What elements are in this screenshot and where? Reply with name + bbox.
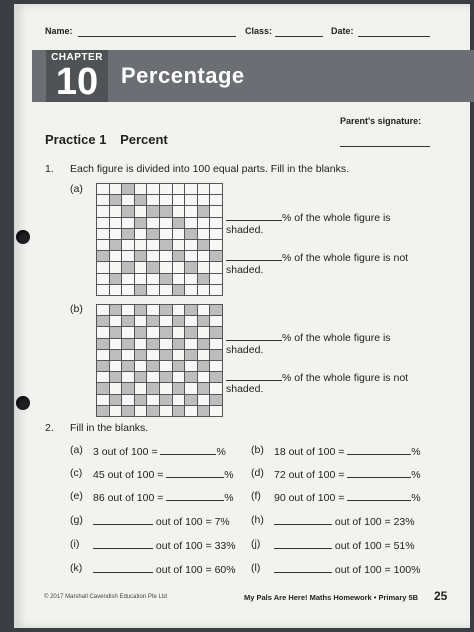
unshaded-square bbox=[160, 383, 172, 393]
unshaded-square bbox=[97, 218, 109, 228]
shaded-square bbox=[198, 274, 210, 284]
unshaded-square bbox=[198, 229, 210, 239]
name-field[interactable] bbox=[78, 36, 236, 37]
answer-blank[interactable] bbox=[274, 514, 332, 525]
shaded-square bbox=[185, 350, 197, 360]
q2-item-text: out of 100 = 51% bbox=[334, 540, 415, 552]
q2-item bbox=[274, 467, 421, 481]
q1a-shaded-blank[interactable] bbox=[226, 210, 282, 221]
q1-number: 1. bbox=[45, 163, 54, 175]
hundred-grid-b bbox=[96, 304, 223, 417]
shaded-square bbox=[147, 339, 159, 349]
percent-sign: % bbox=[224, 469, 234, 481]
q2-item-label: (f) bbox=[251, 490, 261, 502]
answer-blank[interactable] bbox=[166, 490, 224, 501]
q2-item bbox=[274, 444, 421, 458]
percent-sign: % bbox=[411, 469, 421, 481]
shaded-square bbox=[135, 372, 147, 382]
q1a-not-line2: shaded. bbox=[226, 264, 264, 276]
unshaded-square bbox=[210, 206, 222, 216]
q2-item bbox=[93, 562, 236, 576]
shaded-square bbox=[198, 339, 210, 349]
date-field[interactable] bbox=[358, 36, 430, 37]
shaded-square bbox=[97, 316, 109, 326]
shaded-square bbox=[147, 206, 159, 216]
unshaded-square bbox=[160, 361, 172, 371]
q2-item-label: (b) bbox=[251, 444, 264, 456]
unshaded-square bbox=[198, 251, 210, 261]
shaded-square bbox=[198, 206, 210, 216]
q2-item-text: 72 out of 100 = bbox=[274, 469, 345, 481]
unshaded-square bbox=[97, 350, 109, 360]
unshaded-square bbox=[160, 195, 172, 205]
answer-blank[interactable] bbox=[166, 467, 224, 478]
unshaded-square bbox=[135, 316, 147, 326]
class-field[interactable] bbox=[275, 36, 323, 37]
unshaded-square bbox=[147, 327, 159, 337]
unshaded-square bbox=[160, 406, 172, 416]
q2-item-label: (g) bbox=[70, 514, 83, 526]
unshaded-square bbox=[135, 229, 147, 239]
shaded-square bbox=[160, 240, 172, 250]
q1b-not-blank[interactable] bbox=[226, 370, 282, 381]
shaded-square bbox=[122, 206, 134, 216]
shaded-square bbox=[122, 339, 134, 349]
unshaded-square bbox=[110, 285, 122, 295]
unshaded-square bbox=[135, 184, 147, 194]
unshaded-square bbox=[97, 262, 109, 272]
shaded-square bbox=[198, 240, 210, 250]
unshaded-square bbox=[147, 372, 159, 382]
unshaded-square bbox=[97, 206, 109, 216]
shaded-square bbox=[97, 406, 109, 416]
binder-hole bbox=[16, 396, 30, 410]
unshaded-square bbox=[147, 251, 159, 261]
shaded-square bbox=[210, 327, 222, 337]
answer-blank[interactable] bbox=[160, 444, 216, 455]
unshaded-square bbox=[160, 184, 172, 194]
answer-blank[interactable] bbox=[93, 538, 153, 549]
binder-hole bbox=[16, 230, 30, 244]
unshaded-square bbox=[185, 240, 197, 250]
shaded-square bbox=[122, 406, 134, 416]
unshaded-square bbox=[135, 361, 147, 371]
q2-item-text: out of 100 = 33% bbox=[155, 540, 236, 552]
practice-topic: Percent bbox=[120, 132, 168, 147]
shaded-square bbox=[160, 327, 172, 337]
name-label: Name: bbox=[45, 26, 73, 36]
unshaded-square bbox=[110, 316, 122, 326]
q2-item-text: 45 out of 100 = bbox=[93, 469, 164, 481]
shaded-square bbox=[135, 195, 147, 205]
date-label: Date: bbox=[331, 26, 354, 36]
practice-heading bbox=[45, 132, 168, 147]
unshaded-square bbox=[147, 350, 159, 360]
unshaded-square bbox=[110, 229, 122, 239]
shaded-square bbox=[173, 406, 185, 416]
q1-instruction: Each figure is divided into 100 equal parts. Fill in the blanks. bbox=[70, 163, 349, 175]
unshaded-square bbox=[147, 274, 159, 284]
unshaded-square bbox=[97, 285, 109, 295]
unshaded-square bbox=[110, 218, 122, 228]
unshaded-square bbox=[97, 274, 109, 284]
q2-item bbox=[93, 444, 226, 458]
shaded-square bbox=[198, 316, 210, 326]
unshaded-square bbox=[198, 285, 210, 295]
unshaded-square bbox=[210, 184, 222, 194]
q2-item-text: 90 out of 100 = bbox=[274, 492, 345, 504]
unshaded-square bbox=[210, 229, 222, 239]
q1a-shaded-line2: shaded. bbox=[226, 224, 264, 236]
q2-item-label: (e) bbox=[70, 490, 83, 502]
shaded-square bbox=[110, 350, 122, 360]
unshaded-square bbox=[110, 339, 122, 349]
unshaded-square bbox=[185, 316, 197, 326]
shaded-square bbox=[110, 372, 122, 382]
shaded-square bbox=[185, 395, 197, 405]
parent-signature-label: Parent's signature: bbox=[340, 116, 422, 126]
unshaded-square bbox=[160, 316, 172, 326]
q2-item-text: out of 100 = 23% bbox=[334, 516, 415, 528]
shaded-square bbox=[110, 195, 122, 205]
unshaded-square bbox=[135, 383, 147, 393]
unshaded-square bbox=[147, 240, 159, 250]
q2-item bbox=[93, 538, 236, 552]
unshaded-square bbox=[185, 251, 197, 261]
unshaded-square bbox=[198, 184, 210, 194]
q2-item bbox=[93, 490, 234, 504]
shaded-square bbox=[173, 361, 185, 371]
chapter-number: 10 bbox=[55, 61, 99, 103]
unshaded-square bbox=[122, 240, 134, 250]
q1b-not-line2: shaded. bbox=[226, 383, 264, 395]
unshaded-square bbox=[97, 395, 109, 405]
shaded-square bbox=[160, 350, 172, 360]
unshaded-square bbox=[122, 395, 134, 405]
unshaded-square bbox=[147, 285, 159, 295]
parent-signature-field[interactable] bbox=[340, 146, 430, 147]
page-number: 25 bbox=[434, 589, 448, 603]
shaded-square bbox=[97, 251, 109, 261]
unshaded-square bbox=[210, 383, 222, 393]
unshaded-square bbox=[122, 285, 134, 295]
shaded-square bbox=[147, 316, 159, 326]
unshaded-square bbox=[210, 316, 222, 326]
q2-item-label: (l) bbox=[251, 562, 261, 574]
unshaded-square bbox=[185, 285, 197, 295]
unshaded-square bbox=[198, 395, 210, 405]
shaded-square bbox=[160, 305, 172, 315]
answer-blank[interactable] bbox=[93, 562, 153, 573]
unshaded-square bbox=[210, 240, 222, 250]
percent-sign: % bbox=[411, 492, 421, 504]
q1a-label: (a) bbox=[70, 183, 83, 195]
shaded-square bbox=[135, 251, 147, 261]
unshaded-square bbox=[160, 218, 172, 228]
shaded-square bbox=[135, 395, 147, 405]
q1b-shaded-line2: shaded. bbox=[226, 344, 264, 356]
unshaded-square bbox=[110, 206, 122, 216]
shaded-square bbox=[110, 305, 122, 315]
unshaded-square bbox=[173, 395, 185, 405]
q2-item bbox=[274, 562, 420, 576]
shaded-square bbox=[147, 262, 159, 272]
unshaded-square bbox=[185, 184, 197, 194]
q2-item-text: 3 out of 100 = bbox=[93, 446, 158, 458]
q2-item bbox=[93, 514, 230, 528]
q2-item-label: (i) bbox=[70, 538, 80, 550]
unshaded-square bbox=[160, 229, 172, 239]
unshaded-square bbox=[185, 383, 197, 393]
shaded-square bbox=[147, 361, 159, 371]
unshaded-square bbox=[147, 395, 159, 405]
practice-label: Practice 1 bbox=[45, 132, 107, 147]
percent-sign: % bbox=[224, 492, 234, 504]
shaded-square bbox=[198, 361, 210, 371]
q2-item bbox=[93, 467, 234, 481]
shaded-square bbox=[185, 372, 197, 382]
shaded-square bbox=[210, 350, 222, 360]
shaded-square bbox=[160, 372, 172, 382]
percent-sign: % bbox=[411, 446, 421, 458]
q1a-not-text: % of the whole figure is not bbox=[282, 252, 409, 264]
shaded-square bbox=[160, 274, 172, 284]
unshaded-square bbox=[147, 184, 159, 194]
shaded-square bbox=[122, 262, 134, 272]
q1b-not-sentence bbox=[226, 370, 408, 384]
unshaded-square bbox=[173, 262, 185, 272]
unshaded-square bbox=[185, 218, 197, 228]
answer-blank[interactable] bbox=[274, 562, 332, 573]
shaded-square bbox=[198, 383, 210, 393]
unshaded-square bbox=[160, 251, 172, 261]
unshaded-square bbox=[173, 274, 185, 284]
unshaded-square bbox=[185, 339, 197, 349]
unshaded-square bbox=[210, 195, 222, 205]
q2-item-text: 18 out of 100 = bbox=[274, 446, 345, 458]
q2-item-text: out of 100 = 7% bbox=[155, 516, 230, 528]
unshaded-square bbox=[122, 350, 134, 360]
shaded-square bbox=[122, 361, 134, 371]
unshaded-square bbox=[160, 339, 172, 349]
shaded-square bbox=[173, 251, 185, 261]
shaded-square bbox=[122, 184, 134, 194]
unshaded-square bbox=[135, 262, 147, 272]
shaded-square bbox=[135, 305, 147, 315]
unshaded-square bbox=[122, 195, 134, 205]
shaded-square bbox=[135, 350, 147, 360]
unshaded-square bbox=[185, 195, 197, 205]
q2-item-label: (c) bbox=[70, 467, 83, 479]
unshaded-square bbox=[135, 339, 147, 349]
unshaded-square bbox=[160, 285, 172, 295]
shaded-square bbox=[147, 229, 159, 239]
unshaded-square bbox=[110, 184, 122, 194]
chapter-title: Percentage bbox=[121, 63, 245, 88]
q2-item-label: (h) bbox=[251, 514, 264, 526]
q2-instruction: Fill in the blanks. bbox=[70, 422, 149, 434]
q1b-shaded-sentence bbox=[226, 330, 391, 344]
shaded-square bbox=[110, 240, 122, 250]
shaded-square bbox=[173, 339, 185, 349]
unshaded-square bbox=[122, 251, 134, 261]
shaded-square bbox=[160, 206, 172, 216]
unshaded-square bbox=[210, 361, 222, 371]
shaded-square bbox=[110, 274, 122, 284]
answer-blank[interactable] bbox=[274, 538, 332, 549]
unshaded-square bbox=[185, 206, 197, 216]
shaded-square bbox=[210, 372, 222, 382]
unshaded-square bbox=[122, 274, 134, 284]
unshaded-square bbox=[135, 206, 147, 216]
shaded-square bbox=[185, 327, 197, 337]
q1a-shaded-text: % of the whole figure is bbox=[282, 212, 391, 224]
book-title: My Pals Are Here! Maths Homework • Primary 5B bbox=[244, 593, 419, 602]
unshaded-square bbox=[210, 339, 222, 349]
unshaded-square bbox=[122, 305, 134, 315]
shaded-square bbox=[198, 406, 210, 416]
unshaded-square bbox=[185, 406, 197, 416]
unshaded-square bbox=[110, 262, 122, 272]
q2-item-text: out of 100 = 100% bbox=[334, 564, 421, 576]
shaded-square bbox=[97, 383, 109, 393]
q2-number: 2. bbox=[45, 422, 54, 434]
shaded-square bbox=[210, 305, 222, 315]
shaded-square bbox=[135, 285, 147, 295]
q2-item-label: (a) bbox=[70, 444, 83, 456]
unshaded-square bbox=[198, 262, 210, 272]
unshaded-square bbox=[173, 327, 185, 337]
shaded-square bbox=[147, 383, 159, 393]
unshaded-square bbox=[135, 274, 147, 284]
shaded-square bbox=[160, 395, 172, 405]
q2-item-text: 86 out of 100 = bbox=[93, 492, 164, 504]
q2-item bbox=[274, 490, 421, 504]
unshaded-square bbox=[135, 406, 147, 416]
unshaded-square bbox=[110, 406, 122, 416]
shaded-square bbox=[173, 285, 185, 295]
copyright-text: © 2017 Marshall Cavendish Education Pte Ltd bbox=[44, 594, 167, 600]
shaded-square bbox=[122, 383, 134, 393]
unshaded-square bbox=[147, 305, 159, 315]
q1b-not-text: % of the whole figure is not bbox=[282, 372, 409, 384]
unshaded-square bbox=[173, 350, 185, 360]
q1b-label: (b) bbox=[70, 303, 83, 315]
unshaded-square bbox=[173, 240, 185, 250]
shaded-square bbox=[147, 406, 159, 416]
unshaded-square bbox=[198, 305, 210, 315]
percent-sign: % bbox=[216, 446, 226, 458]
hundred-grid-a bbox=[96, 183, 223, 296]
shaded-square bbox=[110, 395, 122, 405]
answer-blank[interactable] bbox=[347, 467, 411, 478]
unshaded-square bbox=[97, 229, 109, 239]
shaded-square bbox=[122, 229, 134, 239]
unshaded-square bbox=[210, 274, 222, 284]
unshaded-square bbox=[147, 218, 159, 228]
unshaded-square bbox=[185, 274, 197, 284]
answer-blank[interactable] bbox=[347, 490, 411, 501]
q1b-shaded-text: % of the whole figure is bbox=[282, 332, 391, 344]
unshaded-square bbox=[110, 383, 122, 393]
unshaded-square bbox=[173, 229, 185, 239]
shaded-square bbox=[185, 229, 197, 239]
shaded-square bbox=[210, 251, 222, 261]
unshaded-square bbox=[198, 327, 210, 337]
shaded-square bbox=[135, 327, 147, 337]
shaded-square bbox=[97, 361, 109, 371]
q1a-not-blank[interactable] bbox=[226, 250, 282, 261]
q1a-not-sentence bbox=[226, 250, 408, 264]
q2-item-label: (d) bbox=[251, 467, 264, 479]
shaded-square bbox=[185, 262, 197, 272]
unshaded-square bbox=[122, 327, 134, 337]
shaded-square bbox=[135, 218, 147, 228]
shaded-square bbox=[173, 383, 185, 393]
unshaded-square bbox=[160, 262, 172, 272]
unshaded-square bbox=[97, 372, 109, 382]
unshaded-square bbox=[147, 195, 159, 205]
unshaded-square bbox=[135, 240, 147, 250]
q1a-shaded-sentence bbox=[226, 210, 391, 224]
shaded-square bbox=[97, 339, 109, 349]
unshaded-square bbox=[97, 184, 109, 194]
unshaded-square bbox=[198, 350, 210, 360]
unshaded-square bbox=[185, 361, 197, 371]
unshaded-square bbox=[110, 251, 122, 261]
unshaded-square bbox=[122, 372, 134, 382]
unshaded-square bbox=[110, 361, 122, 371]
shaded-square bbox=[122, 316, 134, 326]
unshaded-square bbox=[210, 218, 222, 228]
q2-item bbox=[274, 538, 415, 552]
unshaded-square bbox=[198, 218, 210, 228]
q2-item-label: (k) bbox=[70, 562, 83, 574]
unshaded-square bbox=[97, 305, 109, 315]
shaded-square bbox=[185, 305, 197, 315]
answer-blank[interactable] bbox=[347, 444, 411, 455]
unshaded-square bbox=[97, 327, 109, 337]
unshaded-square bbox=[173, 206, 185, 216]
unshaded-square bbox=[210, 285, 222, 295]
unshaded-square bbox=[173, 184, 185, 194]
unshaded-square bbox=[173, 305, 185, 315]
unshaded-square bbox=[173, 195, 185, 205]
shaded-square bbox=[110, 327, 122, 337]
q2-item-label: (j) bbox=[251, 538, 261, 550]
unshaded-square bbox=[122, 218, 134, 228]
shaded-square bbox=[173, 316, 185, 326]
unshaded-square bbox=[97, 195, 109, 205]
q2-item-text: out of 100 = 60% bbox=[155, 564, 236, 576]
q2-item bbox=[274, 514, 415, 528]
unshaded-square bbox=[210, 406, 222, 416]
chapter-word: CHAPTER bbox=[51, 52, 103, 63]
unshaded-square bbox=[210, 262, 222, 272]
shaded-square bbox=[173, 218, 185, 228]
unshaded-square bbox=[173, 372, 185, 382]
class-label: Class: bbox=[245, 26, 273, 36]
answer-blank[interactable] bbox=[93, 514, 153, 525]
unshaded-square bbox=[198, 195, 210, 205]
unshaded-square bbox=[97, 240, 109, 250]
unshaded-square bbox=[198, 372, 210, 382]
q1b-shaded-blank[interactable] bbox=[226, 330, 282, 341]
shaded-square bbox=[210, 395, 222, 405]
